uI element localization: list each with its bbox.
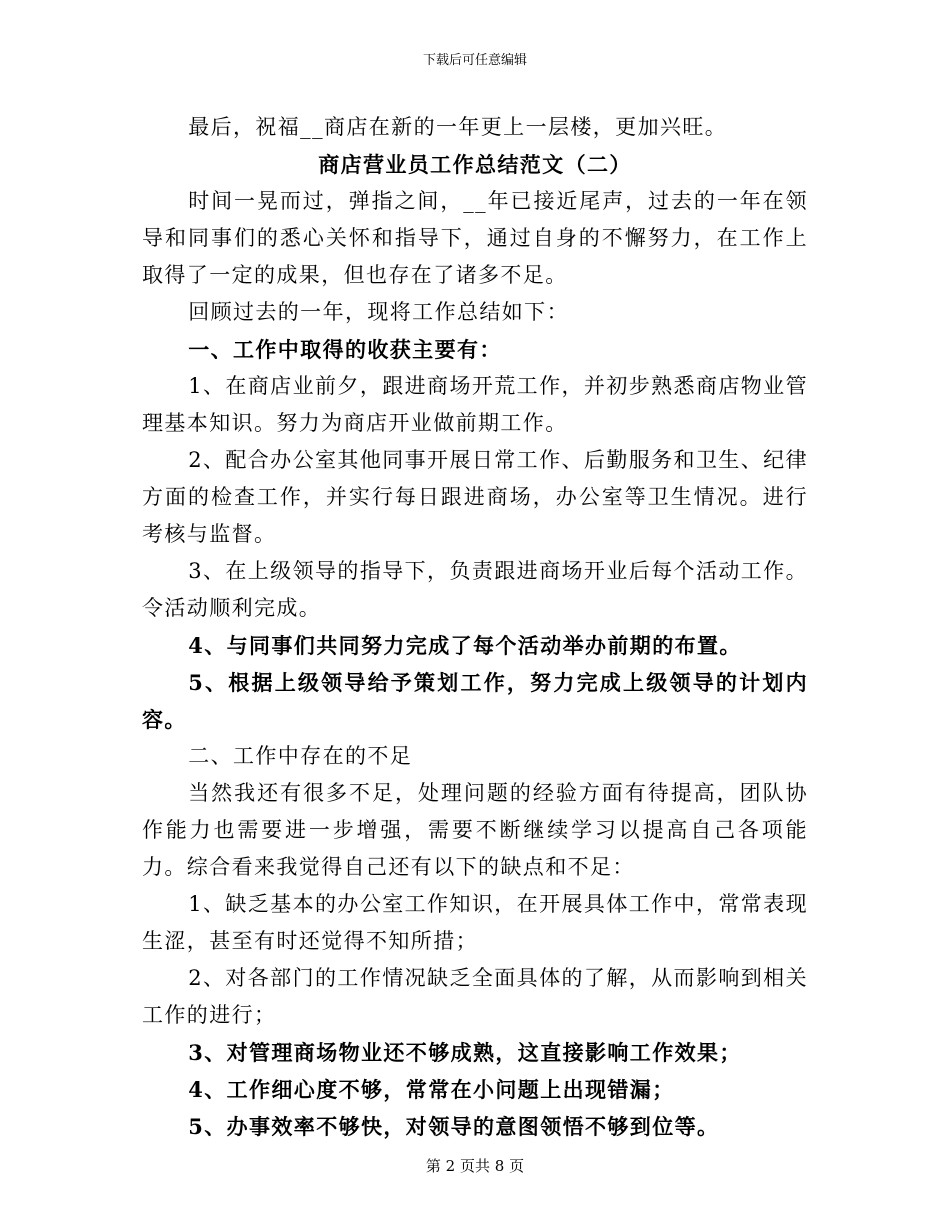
achievement-item: 1、在商店业前夕，跟进商场开荒工作，并初步熟悉商店物业管理基本知识。努力为商店开业做前期工作。 bbox=[142, 374, 808, 435]
document-body bbox=[142, 109, 808, 1145]
closing-paragraph: 最后，祝福__商店在新的一年更上一层楼，更加兴旺。 bbox=[188, 115, 728, 139]
page-footer: 第 2 页共 8 页 bbox=[425, 1157, 525, 1175]
intro-paragraph: 时间一晃而过，弹指之间，__年已接近尾声，过去的一年在领导和同事们的悉心关怀和指导下，通过自身的不懈努力，在工作上取得了一定的成果，但也存在了诸多不足。 bbox=[142, 189, 808, 287]
section-title: 商店营业员工作总结范文（二） bbox=[318, 152, 632, 177]
heading-shortcomings: 二、工作中存在的不足 bbox=[188, 744, 413, 768]
review-paragraph: 回顾过去的一年，现将工作总结如下： bbox=[188, 300, 569, 324]
achievement-item: 2、配合办公室其他同事开展日常工作、后勤服务和卫生、纪律方面的检查工作，并实行每日跟进商场，办公室等卫生情况。进行考核与监督。 bbox=[142, 448, 808, 546]
shortcoming-item: 3、对管理商场物业还不够成熟，这直接影响工作效果； bbox=[188, 1040, 742, 1065]
page-header: 下载后可任意编辑 bbox=[422, 53, 527, 68]
shortcoming-item: 1、缺乏基本的办公室工作知识，在开展具体工作中，常常表现生涩，甚至有时还觉得不知所措； bbox=[142, 892, 808, 953]
achievement-item: 4、与同事们共同努力完成了每个活动举办前期的布置。 bbox=[188, 633, 742, 658]
achievement-item: 3、在上级领导的指导下，负责跟进商场开业后每个活动工作。令活动顺利完成。 bbox=[142, 559, 808, 620]
shortcoming-item: 5、办事效率不够快，对领导的意图领悟不够到位等。 bbox=[188, 1114, 720, 1139]
shortcoming-item: 4、工作细心度不够，常常在小问题上出现错漏； bbox=[188, 1077, 675, 1102]
shortcomings-paragraph: 当然我还有很多不足，处理问题的经验方面有待提高，团队协作能力也需要进一步增强，需要不断继续学习以提高自己各项能力。综合看来我觉得自己还有以下的缺点和不足： bbox=[142, 781, 808, 879]
achievement-item: 5、根据上级领导给予策划工作，努力完成上级领导的计划内容。 bbox=[142, 670, 808, 732]
shortcoming-item: 2、对各部门的工作情况缺乏全面具体的了解，从而影响到相关工作的进行； bbox=[142, 966, 808, 1027]
heading-achievements: 一、工作中取得的收获主要有： bbox=[188, 337, 502, 362]
